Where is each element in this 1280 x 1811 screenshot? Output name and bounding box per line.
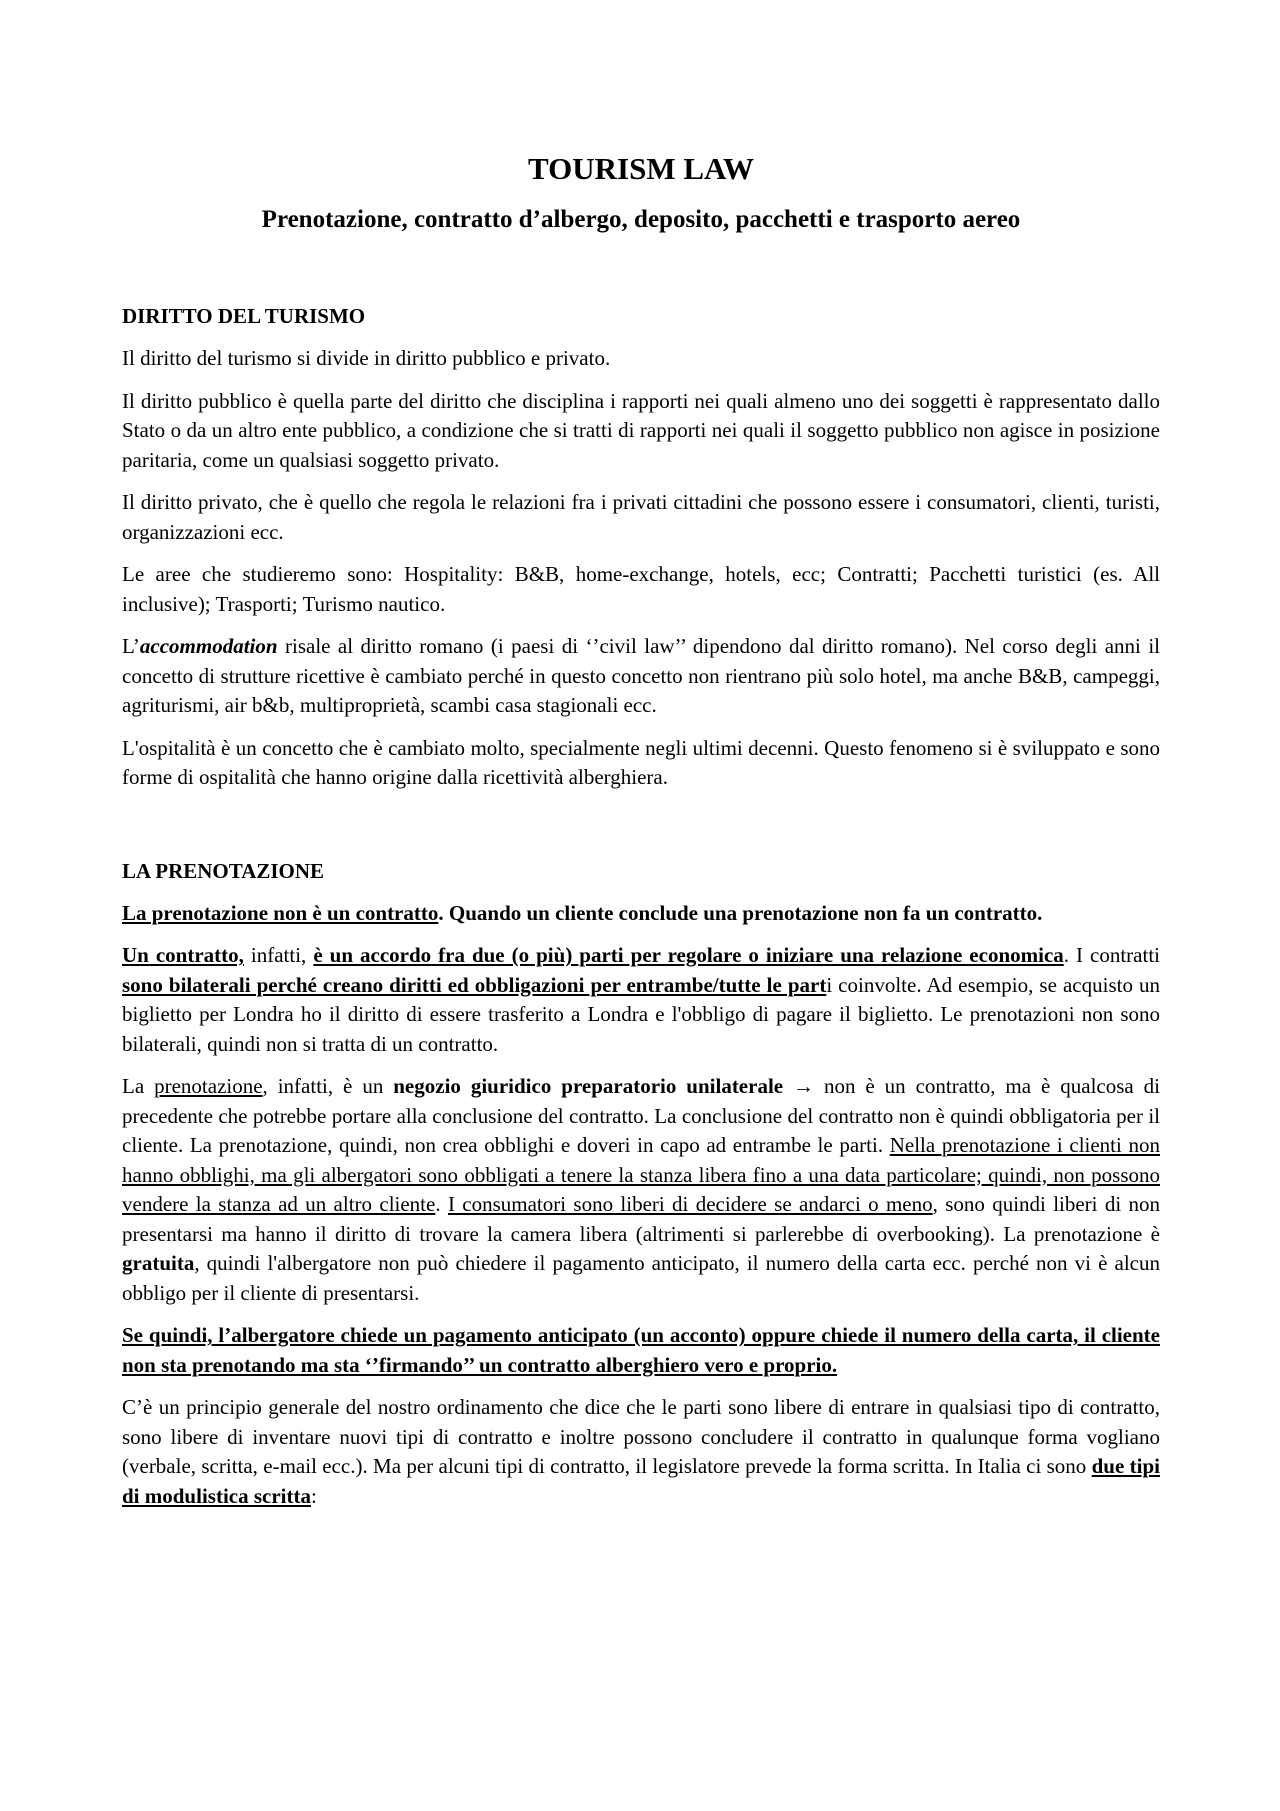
text-run: infatti, — [243, 943, 314, 967]
text-run: La — [122, 1074, 155, 1098]
underlined-text: La prenotazione non è un contratto — [122, 900, 439, 925]
bold-text: gratuita — [122, 1251, 195, 1275]
underlined-text: I consumatori sono liberi di decidere se andarci o meno — [447, 1192, 933, 1216]
text-run: . I contratti — [1063, 943, 1160, 967]
paragraph: L'ospitalità è un concetto che è cambiato molto, specialmente negli ultimi decenni. Questo fenomeno si è sviluppato e sono forme di ospitalità che hanno origine dalla ricettività alberghiera. — [122, 735, 1160, 789]
underlined-bold-text: due tipi di modulistica scritta — [122, 1454, 1160, 1508]
underlined-bold-text: sono bilaterali perché creano diritti ed obbligazioni per entrambe/tutte le part — [122, 972, 827, 997]
text-run: , sono quindi liberi di non presentarsi ma hanno il diritto di trovare la camera libera (altrimenti si parlerebbe di overbooking). La prenotazione è — [122, 1192, 1161, 1246]
text-run: → non è un contratto, ma è qualcosa di precedente che potrebbe portare alla conclusione del contratto. La conclusione del contratto non è quindi obbligatoria per il cliente. La prenotazione, quindi, non crea obblighi e doveri in capo ad entrambe le parti. — [122, 1074, 1160, 1157]
underlined-bold-text: è un accordo fra due (o più) parti per regolare o iniziare una relazione economica — [313, 943, 1064, 967]
paragraph: Il diritto del turismo si divide in diritto pubblico e privato. — [122, 346, 611, 370]
text-run: . Quando un cliente conclude una prenotazione non fa un contratto. — [438, 900, 1043, 925]
text-run: , infatti, è un — [262, 1074, 394, 1098]
paragraph: Il diritto privato, che è quello che regola le relazioni fra i privati cittadini che possono essere i consumatori, clienti, turisti, organizzazioni ecc. — [122, 490, 1160, 544]
paragraph — [122, 632, 1160, 721]
section-heading-diritto-del-turismo: DIRITTO DEL TURISMO — [122, 304, 366, 328]
underlined-text: Nella prenotazione i clienti non hanno obblighi, ma gli albergatori sono obbligati a tenere la stanza libera fino a una data particolare; quindi, non possono vendere la stanza ad un altro cliente — [122, 1133, 1160, 1216]
underlined-text: prenotazione — [154, 1074, 263, 1098]
paragraph: Le aree che studieremo sono: Hospitality: B&B, home-exchange, hotels, ecc; Contratti; Pacchetti turistici (es. All inclusive); Trasporti; Turismo nautico. — [122, 562, 1160, 616]
text-run: i coinvolte. Ad esempio, se acquisto un biglietto per Londra ho il diritto di essere trasferito a Londra e l'obbligo di pagare il biglietto. Le prenotazioni non sono bilaterali, quindi non si tratta di un contratto. — [122, 972, 1160, 1056]
paragraph — [122, 899, 1160, 929]
paragraph: Il diritto pubblico è quella parte del diritto che disciplina i rapporti nei quali almeno uno dei soggetti è rappresentato dallo Stato o da un altro ente pubblico, a condizione che si tratti di rapporti nei quali il soggetto pubblico non agisce in posizione paritaria, come un qualsiasi soggetto privato. — [122, 388, 1160, 472]
text-run: risale al diritto romano (i paesi di ‘’civil law’’ dipendono dal diritto romano). Nel corso degli anni il concetto di strutture ricettive è cambiato perché in questo concetto non rientrano più solo hotel, ma anche B&B, campeggi, agriturismi, air b&b, multiproprietà, scambi casa stagionali ecc. — [122, 634, 1160, 717]
section-heading-la-prenotazione: LA PRENOTAZIONE — [122, 858, 325, 883]
underlined-bold-text: Un contratto, — [122, 943, 244, 967]
text-run: L’ — [122, 634, 140, 658]
paragraph — [122, 1393, 1160, 1511]
text-run: C’è un principio generale del nostro ordinamento che dice che le parti sono libere di entrare in qualsiasi tipo di contratto, sono libere di inventare nuovi tipi di contratto e inoltre possono concludere il contratto in qualunque forma vogliano (verbale, scritta, e-mail ecc.). Ma per alcuni tipi di contratto, il legislatore prevede la forma scritta. In Italia ci sono — [122, 1395, 1160, 1478]
emphasis-accommodation: accommodation — [139, 634, 278, 658]
text-run: . — [435, 1192, 448, 1216]
text-run: , quindi l'albergatore non può chiedere il pagamento anticipato, il numero della carta ecc. perché non vi è alcun obbligo per il cliente di presentarsi. — [122, 1251, 1160, 1305]
text-run: : — [311, 1483, 317, 1508]
document-subtitle: Prenotazione, contratto d’albergo, deposito, pacchetti e trasporto aereo — [261, 206, 1021, 233]
document-title: TOURISM LAW — [528, 151, 754, 186]
bold-text: negozio giuridico preparatorio unilaterale — [393, 1074, 784, 1098]
paragraph — [122, 941, 1160, 1059]
paragraph — [122, 1072, 1160, 1308]
paragraph: Se quindi, l’albergatore chiede un pagamento anticipato (un acconto) oppure chiede il numero della carta, il cliente non sta prenotando ma sta ‘’firmando’’ un contratto alberghiero vero e proprio. — [122, 1323, 1160, 1377]
